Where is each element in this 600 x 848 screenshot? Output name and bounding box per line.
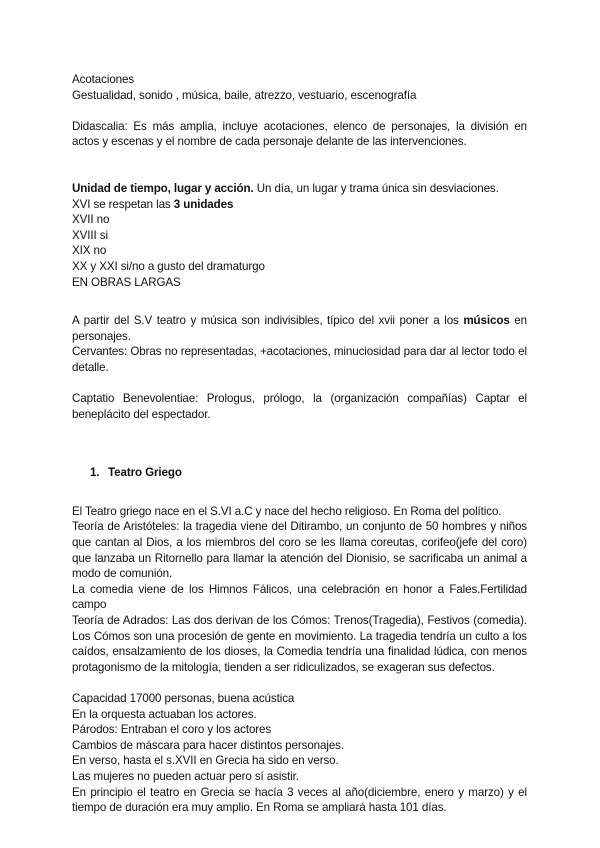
datos-line: Párodos: Entraban el coro y los actores <box>72 723 272 737</box>
section-title: Teatro Griego <box>108 466 182 480</box>
cervantes-paragraph: Cervantes: Obras no representadas, +acotaciones, minuciosidad para dar al lector todo el detalle. <box>72 345 527 374</box>
datos-line: Cambios de máscara para hacer distintos personajes. <box>72 738 345 752</box>
unidad-rest: Un día, un lugar y trama única sin desviaciones. <box>253 181 499 195</box>
section-heading <box>90 465 527 481</box>
century-line: XX y XXI si/no a gusto del dramaturgo <box>72 259 265 273</box>
musicos-bold: músicos <box>463 314 510 328</box>
datos-line: Capacidad 17000 personas, buena acústica <box>72 692 295 705</box>
griego-p2: Teoría de Aristóteles: la tragedia viene del Ditirambo, un conjunto de 50 hombres y niños que cantan al Dios, a los miembros del coro se les llama coreutas, corifeo(jefe del coro) que lanzaba un Ritornello para llamar la atención del Dionisio, se sacrificaba un animal a modo de comunión. <box>72 520 527 581</box>
section-number: 1. <box>90 466 100 480</box>
century-line: XIX no <box>72 244 107 258</box>
final-paragraph: En principio el teatro en Grecia se hacía 3 veces al año(diciembre, enero y marzo) y el tiempo de duración era muy amplio. En Roma se ampliará hasta 101 días. <box>72 785 527 815</box>
unidad-paragraph <box>72 181 527 197</box>
century-line: XVII no <box>72 213 110 227</box>
datos-line: En verso, hasta el s.XVII en Grecia ha sido en verso. <box>72 754 339 768</box>
obras-largas: EN OBRAS LARGAS <box>72 275 181 289</box>
document-body <box>72 72 527 816</box>
musicos-paragraph: A partir del S.V teatro y música son indivisibles, típico del xvii poner a los músicos en personajes. <box>72 314 527 343</box>
century-line: XVI se respetan las 3 unidades <box>72 197 234 211</box>
datos-line: Las mujeres no pueden actuar pero sí asistir. <box>72 769 299 783</box>
griego-p3: La comedia viene de los Himnos Fálicos, una celebración en honor a Fales.Fertilidad campo <box>72 582 527 612</box>
griego-p1: El Teatro griego nace en el S.VI a.C y nace del hecho religioso. En Roma del político. <box>72 504 502 518</box>
acotaciones-title: Acotaciones <box>72 73 135 86</box>
didascalia-paragraph: Didascalia: Es más amplia, incluye acotaciones, elenco de personajes, la división en actos y escenas y el nombre de cada personaje delante de las intervenciones. <box>72 119 527 149</box>
captatio-paragraph: Captatio Benevolentiae: Prologus, prólogo, la (organización compañías) Captar el beneplácito del espectador. <box>72 392 527 421</box>
unidad-bold: Unidad de tiempo, lugar y acción. <box>72 181 254 195</box>
griego-p4: Teoría de Adrados: Las dos derivan de los Cómos: Trenos(Tragedia), Festivos (comedia). Los Cómos son una procesión de gente en movimiento. La tragedia tendría un culto a los caídos, ensalzamiento de los dioses, la Comedia tendría una finalidad lúdica, con menos protagonismo de la mitología, tienden a ser ridiculizados, se exageran sus defectos. <box>72 614 527 674</box>
datos-line: En la orquesta actuaban los actores. <box>72 707 257 721</box>
acotaciones-list: Gestualidad, sonido , música, baile, atrezzo, vestuario, escenografía <box>72 88 417 102</box>
century-line: XVIII si <box>72 228 108 242</box>
